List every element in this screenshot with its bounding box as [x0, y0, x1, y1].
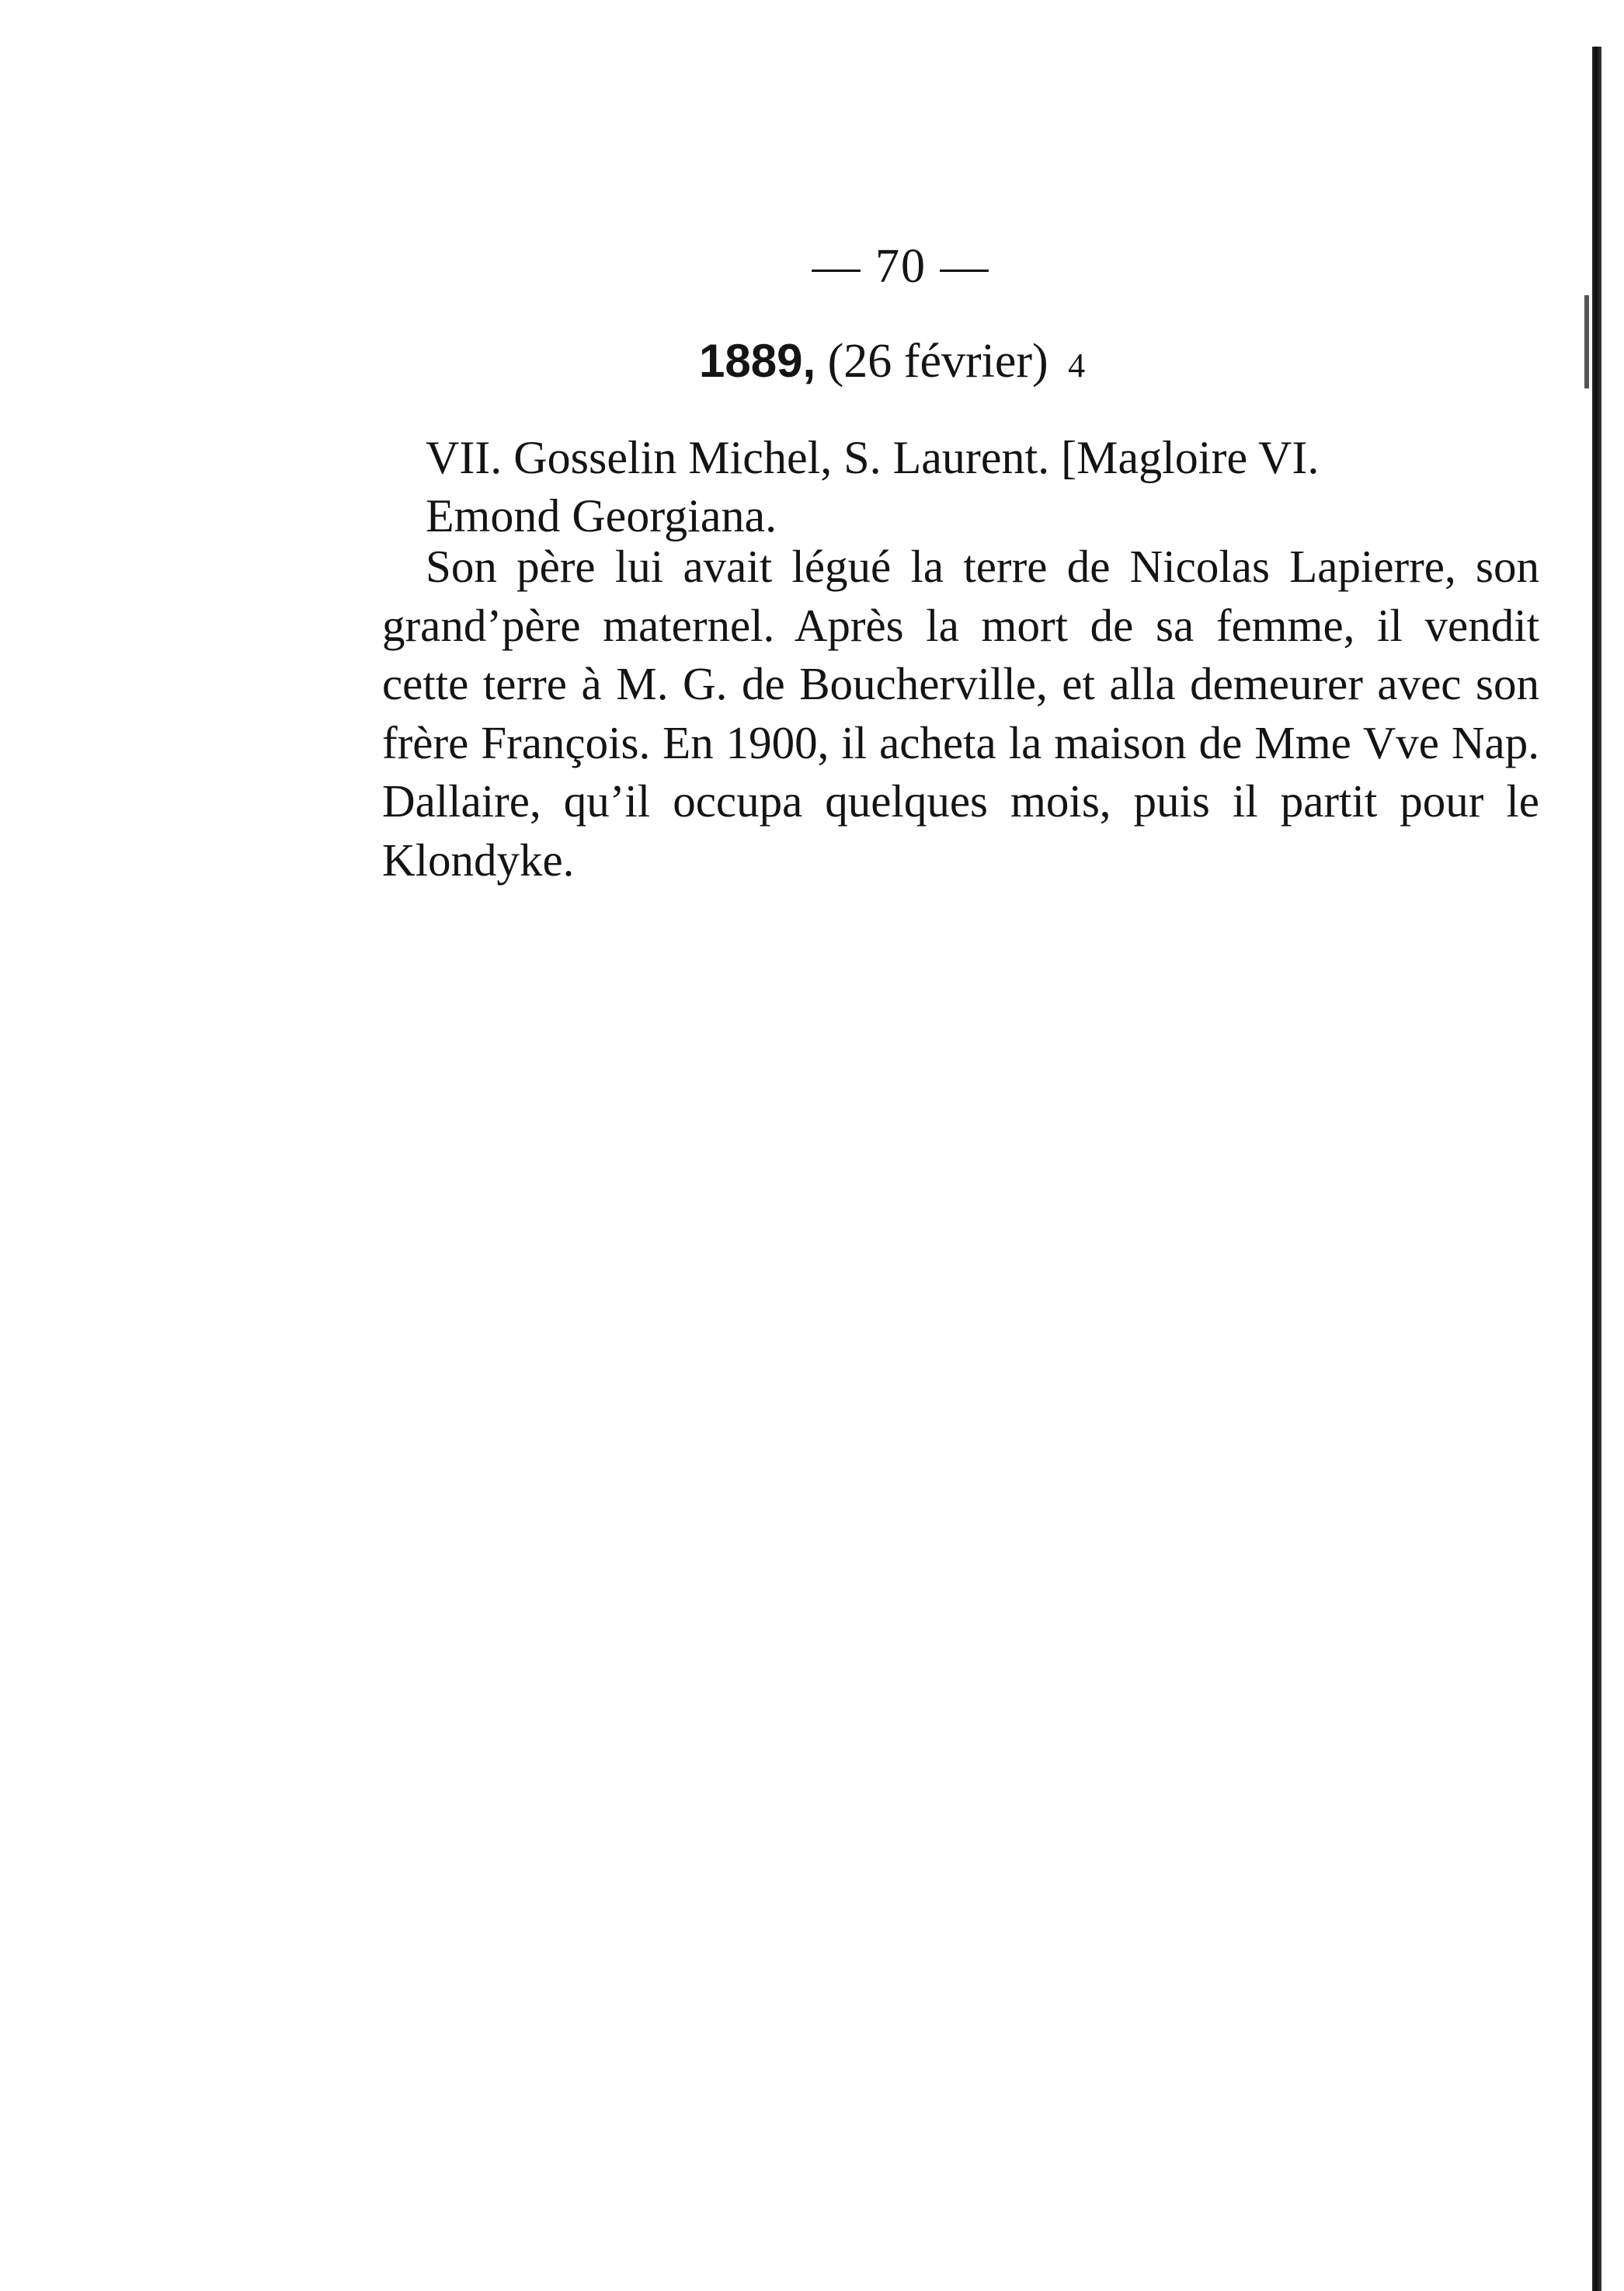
biography-paragraph: Son père lui avait légué la terre de Nicolas Lapierre, son grand’père maternel. Après la mort de sa femme, il vendit cette terre à M. G. de Boucherville, et alla demeurer avec son frère François. En 1900, il acheta la maison de Mme Vve Nap. Dallaire, qu’il occupa quelques mois, puis il partit pour le Klondyke. — [382, 541, 1539, 886]
date-day-month: (26 février) — [827, 335, 1048, 388]
page-number: — 70 — — [812, 240, 990, 293]
date-heading — [699, 334, 1134, 389]
scan-artifact — [1584, 295, 1589, 388]
date-entry-number: 4 — [1068, 346, 1086, 385]
spouse-name: Emond Georgiana. — [426, 490, 777, 541]
genealogy-entry: VII. Gosselin Michel, S. Laurent. [Magloire VI. — [426, 432, 1320, 483]
date-year: 1889, — [699, 335, 816, 387]
binding-edge — [1592, 47, 1601, 2291]
